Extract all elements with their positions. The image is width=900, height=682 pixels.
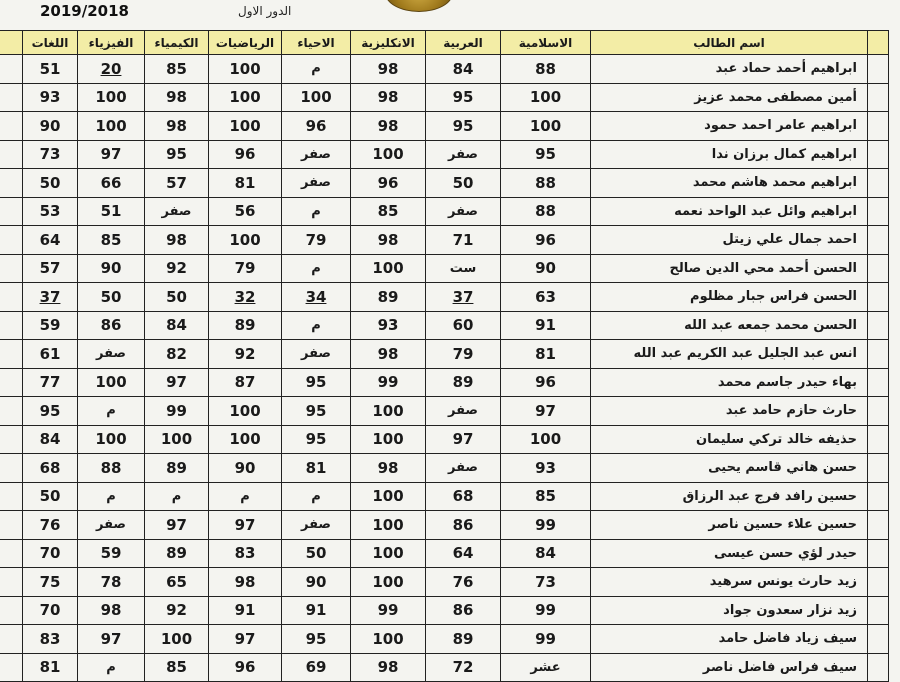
grade-cell: م: [282, 55, 351, 84]
grade-cell: 98: [145, 83, 209, 112]
student-name: الحسن أحمد محي الدين صالح: [591, 254, 868, 283]
grade-cell: 57: [145, 169, 209, 198]
table-row: [0, 340, 889, 369]
header-islamic: الاسلامية: [501, 31, 591, 55]
grade-cell: 81: [501, 340, 591, 369]
grade-cell: 100: [209, 425, 282, 454]
header-physics: الفيزياء: [78, 31, 145, 55]
academic-year: 2019/2018: [40, 2, 129, 20]
grade-cell: 50: [78, 283, 145, 312]
grade-cell: 95: [23, 397, 78, 426]
grade-cell: 81: [209, 169, 282, 198]
table-header-row: [0, 31, 889, 55]
student-name: ابراهيم وائل عبد الواحد نعمه: [591, 197, 868, 226]
table-row: [0, 140, 889, 169]
student-name: انس عبد الجليل عبد الكريم عبد الله: [591, 340, 868, 369]
page-header: [0, 0, 900, 30]
grade-cell: 83: [209, 539, 282, 568]
grade-cell: 32: [209, 283, 282, 312]
grade-cell: 95: [282, 425, 351, 454]
grade-cell: 99: [145, 397, 209, 426]
grade-cell: 89: [145, 454, 209, 483]
grade-cell: صفر: [282, 511, 351, 540]
grade-cell: 50: [145, 283, 209, 312]
student-name: ابراهيم كمال برزان ندا: [591, 140, 868, 169]
student-name: حسين رافد فرج عبد الرزاق: [591, 482, 868, 511]
grade-cell: 90: [282, 568, 351, 597]
grade-cell: 98: [351, 83, 426, 112]
grade-cell: 100: [351, 568, 426, 597]
grade-cell: 97: [426, 425, 501, 454]
student-name: زيد حارث يونس سرهيد: [591, 568, 868, 597]
grade-cell: 73: [23, 140, 78, 169]
grade-cell: 90: [23, 112, 78, 141]
table-row: [0, 83, 889, 112]
grade-cell: صفر: [282, 169, 351, 198]
grade-cell: 100: [78, 368, 145, 397]
student-name: الحسن فراس جبار مظلوم: [591, 283, 868, 312]
grade-cell: 95: [426, 112, 501, 141]
grade-cell: 100: [78, 83, 145, 112]
grade-cell: م: [78, 653, 145, 682]
grade-cell: 93: [501, 454, 591, 483]
table-body: [0, 55, 889, 682]
grade-cell: 95: [145, 140, 209, 169]
student-name: الحسن محمد جمعه عبد الله: [591, 311, 868, 340]
grade-cell: 98: [351, 226, 426, 255]
grade-cell: 50: [426, 169, 501, 198]
grade-cell: 89: [426, 368, 501, 397]
grade-cell: 85: [351, 197, 426, 226]
grade-cell: 68: [23, 454, 78, 483]
student-name: حسن هاني قاسم يحيى: [591, 454, 868, 483]
grade-cell: 77: [23, 368, 78, 397]
table-row: [0, 397, 889, 426]
grade-cell: 93: [351, 311, 426, 340]
grade-cell: 100: [78, 425, 145, 454]
grade-cell: 96: [501, 368, 591, 397]
grade-cell: 88: [501, 197, 591, 226]
grade-cell: 98: [145, 226, 209, 255]
grade-cell: 100: [282, 83, 351, 112]
grade-cell: م: [282, 482, 351, 511]
header-english: الانكليزية: [351, 31, 426, 55]
grade-cell: 88: [78, 454, 145, 483]
grade-cell: 100: [209, 397, 282, 426]
ministry-seal-icon: [385, 0, 453, 12]
grade-cell: 100: [78, 112, 145, 141]
grade-cell: 98: [351, 454, 426, 483]
grade-cell: 84: [426, 55, 501, 84]
grade-cell: م: [209, 482, 282, 511]
grade-cell: 96: [282, 112, 351, 141]
grade-cell: 79: [426, 340, 501, 369]
grade-cell: 99: [501, 511, 591, 540]
grade-cell: 78: [78, 568, 145, 597]
table-row: [0, 539, 889, 568]
grade-cell: 100: [351, 625, 426, 654]
grade-cell: 100: [501, 425, 591, 454]
table-row: [0, 368, 889, 397]
grade-cell: 100: [145, 625, 209, 654]
grade-cell: م: [78, 482, 145, 511]
grade-cell: 90: [209, 454, 282, 483]
grade-cell: 97: [501, 397, 591, 426]
grade-cell: 82: [145, 340, 209, 369]
grade-cell: 92: [145, 596, 209, 625]
grade-cell: م: [78, 397, 145, 426]
grade-cell: 85: [145, 653, 209, 682]
grade-cell: 100: [209, 226, 282, 255]
grade-cell: 84: [501, 539, 591, 568]
grade-cell: 100: [209, 83, 282, 112]
grade-cell: ست: [426, 254, 501, 283]
grade-cell: 70: [23, 596, 78, 625]
grade-cell: 81: [282, 454, 351, 483]
grade-cell: 66: [78, 169, 145, 198]
grade-cell: 56: [209, 197, 282, 226]
grade-cell: 92: [209, 340, 282, 369]
table-row: [0, 112, 889, 141]
grade-cell: 97: [78, 140, 145, 169]
grade-cell: 100: [209, 112, 282, 141]
grade-cell: 98: [351, 55, 426, 84]
grade-cell: 76: [23, 511, 78, 540]
grade-cell: 98: [78, 596, 145, 625]
table-row: [0, 568, 889, 597]
grade-cell: 86: [426, 511, 501, 540]
table-row: [0, 283, 889, 312]
student-name: حارث حازم حامد عبد: [591, 397, 868, 426]
grade-cell: صفر: [426, 197, 501, 226]
grade-cell: 88: [501, 55, 591, 84]
grade-cell: 100: [501, 83, 591, 112]
grade-cell: صفر: [426, 454, 501, 483]
grade-cell: م: [282, 197, 351, 226]
grade-cell: صفر: [145, 197, 209, 226]
table-row: [0, 596, 889, 625]
grade-cell: 87: [209, 368, 282, 397]
grade-cell: 99: [501, 596, 591, 625]
header-student-name: اسم الطالب: [591, 31, 868, 55]
grade-cell: 51: [23, 55, 78, 84]
grade-cell: 92: [145, 254, 209, 283]
grade-cell: 96: [209, 140, 282, 169]
header-chemistry: الكيمياء: [145, 31, 209, 55]
grade-cell: 79: [209, 254, 282, 283]
grade-cell: 96: [351, 169, 426, 198]
table-row: [0, 511, 889, 540]
grade-cell: م: [145, 482, 209, 511]
grade-cell: 37: [23, 283, 78, 312]
grade-cell: 98: [351, 653, 426, 682]
grade-cell: 98: [351, 112, 426, 141]
header-arabic: العربية: [426, 31, 501, 55]
grade-cell: 95: [282, 625, 351, 654]
grade-cell: 64: [426, 539, 501, 568]
table-row: [0, 625, 889, 654]
grade-cell: 37: [426, 283, 501, 312]
table-row: [0, 425, 889, 454]
grade-cell: 95: [426, 83, 501, 112]
grade-cell: 100: [351, 254, 426, 283]
grade-cell: 95: [282, 397, 351, 426]
grade-cell: 100: [351, 539, 426, 568]
header-biology: الاحياء: [282, 31, 351, 55]
header-math: الرياضيات: [209, 31, 282, 55]
grade-cell: 83: [23, 625, 78, 654]
grade-cell: 84: [145, 311, 209, 340]
grade-cell: صفر: [426, 397, 501, 426]
table-row: [0, 311, 889, 340]
grade-cell: 97: [209, 511, 282, 540]
grade-cell: 85: [78, 226, 145, 255]
grade-cell: 89: [209, 311, 282, 340]
grade-cell: 100: [351, 511, 426, 540]
grade-cell: 71: [426, 226, 501, 255]
grade-cell: 20: [78, 55, 145, 84]
grade-cell: 51: [78, 197, 145, 226]
grade-cell: صفر: [282, 140, 351, 169]
grade-cell: 60: [426, 311, 501, 340]
grade-cell: 100: [501, 112, 591, 141]
grade-cell: 57: [23, 254, 78, 283]
student-name: بهاء حيدر جاسم محمد: [591, 368, 868, 397]
student-name: ابراهيم محمد هاشم محمد: [591, 169, 868, 198]
grade-cell: 90: [501, 254, 591, 283]
grade-cell: 100: [209, 55, 282, 84]
grade-cell: 61: [23, 340, 78, 369]
table-row: [0, 226, 889, 255]
grades-table: [0, 30, 889, 682]
grade-cell: 91: [282, 596, 351, 625]
grade-cell: 72: [426, 653, 501, 682]
grade-cell: 63: [501, 283, 591, 312]
grade-cell: 34: [282, 283, 351, 312]
table-row: [0, 254, 889, 283]
grade-cell: 89: [145, 539, 209, 568]
grade-cell: صفر: [78, 511, 145, 540]
grade-cell: 70: [23, 539, 78, 568]
student-name: سيف زياد فاضل حامد: [591, 625, 868, 654]
grade-cell: 99: [351, 368, 426, 397]
grade-cell: 100: [145, 425, 209, 454]
grade-cell: 89: [426, 625, 501, 654]
exam-round: الدور الاول: [238, 4, 292, 18]
grade-cell: م: [282, 254, 351, 283]
grade-cell: 93: [23, 83, 78, 112]
grade-cell: 73: [501, 568, 591, 597]
grade-cell: 100: [351, 425, 426, 454]
grade-cell: 99: [501, 625, 591, 654]
student-name: زيد نزار سعدون جواد: [591, 596, 868, 625]
table-row: [0, 482, 889, 511]
grade-cell: 85: [145, 55, 209, 84]
grade-cell: 90: [78, 254, 145, 283]
grade-cell: 69: [282, 653, 351, 682]
grade-cell: 88: [501, 169, 591, 198]
grade-cell: 84: [23, 425, 78, 454]
table-row: [0, 169, 889, 198]
grade-cell: 91: [209, 596, 282, 625]
grade-cell: 91: [501, 311, 591, 340]
grade-cell: 100: [351, 140, 426, 169]
grade-cell: صفر: [282, 340, 351, 369]
grade-cell: 59: [23, 311, 78, 340]
student-name: احمد جمال علي زيتل: [591, 226, 868, 255]
student-name: أمين مصطفى محمد عزيز: [591, 83, 868, 112]
student-name: سيف فراس فاضل ناصر: [591, 653, 868, 682]
grade-cell: م: [282, 311, 351, 340]
table-row: [0, 55, 889, 84]
grade-cell: 97: [145, 511, 209, 540]
table-row: [0, 197, 889, 226]
grade-cell: 86: [426, 596, 501, 625]
grade-cell: 59: [78, 539, 145, 568]
grade-cell: 95: [501, 140, 591, 169]
grade-cell: 64: [23, 226, 78, 255]
grade-cell: 65: [145, 568, 209, 597]
header-languages: اللغات: [23, 31, 78, 55]
table-row: [0, 454, 889, 483]
grade-cell: 89: [351, 283, 426, 312]
grade-cell: 50: [23, 482, 78, 511]
grade-cell: عشر: [501, 653, 591, 682]
grade-cell: 81: [23, 653, 78, 682]
grade-cell: 85: [501, 482, 591, 511]
grade-cell: 98: [209, 568, 282, 597]
grade-cell: 97: [78, 625, 145, 654]
grade-cell: 96: [501, 226, 591, 255]
student-name: حذيفه خالد تركي سليمان: [591, 425, 868, 454]
student-name: حسين علاء حسين ناصر: [591, 511, 868, 540]
grade-cell: صفر: [426, 140, 501, 169]
student-name: حيدر لؤي حسن عيسى: [591, 539, 868, 568]
grade-cell: 97: [145, 368, 209, 397]
grade-cell: 50: [23, 169, 78, 198]
grade-cell: 99: [351, 596, 426, 625]
grade-cell: 100: [351, 397, 426, 426]
grade-cell: 75: [23, 568, 78, 597]
grade-cell: 68: [426, 482, 501, 511]
grade-cell: 95: [282, 368, 351, 397]
grade-cell: 50: [282, 539, 351, 568]
grade-cell: 97: [209, 625, 282, 654]
grade-cell: 79: [282, 226, 351, 255]
grade-cell: صفر: [78, 340, 145, 369]
grade-cell: 100: [351, 482, 426, 511]
table-row: [0, 653, 889, 682]
student-name: ابراهيم أحمد حماد عبد: [591, 55, 868, 84]
grade-cell: 98: [145, 112, 209, 141]
grade-cell: 96: [209, 653, 282, 682]
grade-cell: 53: [23, 197, 78, 226]
grade-cell: 98: [351, 340, 426, 369]
grade-cell: 76: [426, 568, 501, 597]
grade-cell: 86: [78, 311, 145, 340]
student-name: ابراهيم عامر احمد حمود: [591, 112, 868, 141]
